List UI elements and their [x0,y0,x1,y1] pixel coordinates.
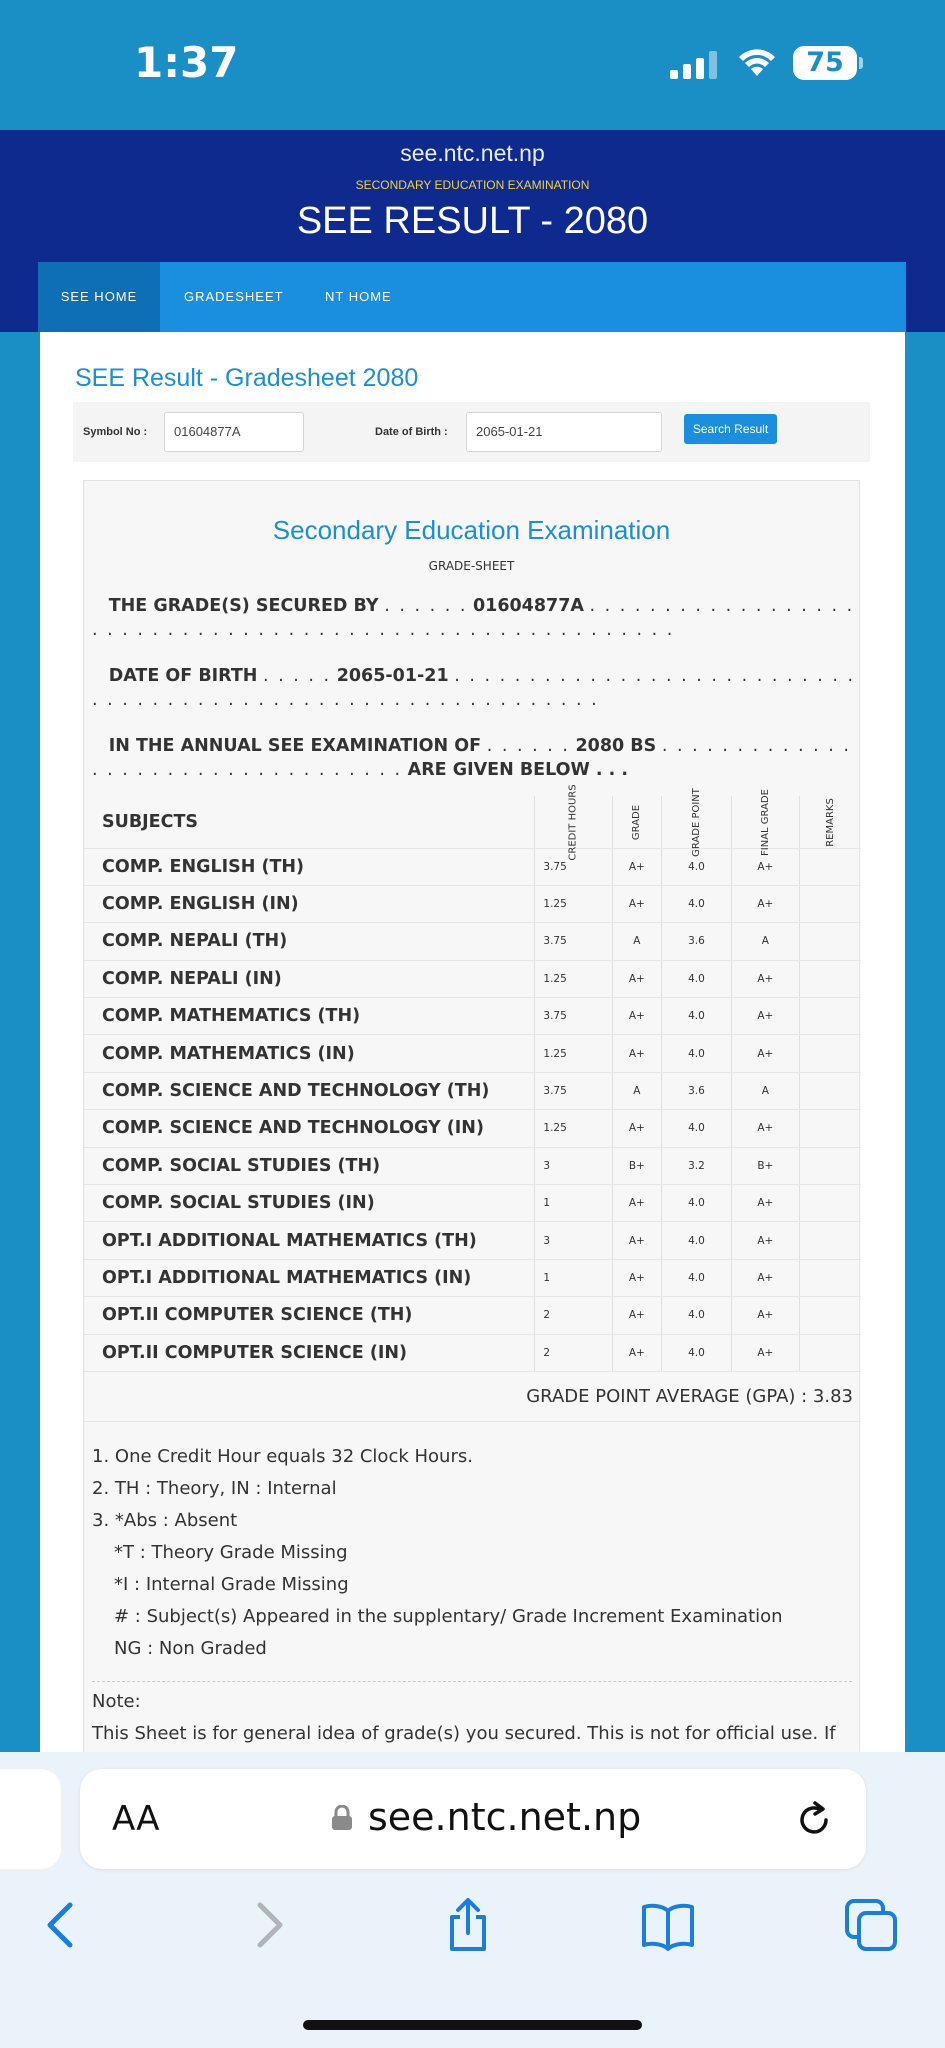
grade-sheet [83,480,860,1752]
credit-hours-cell: 3.75 [535,923,612,960]
credit-hours-cell: 1.25 [535,1035,612,1072]
header-remarks: REMARKS [824,797,836,847]
credit-hours-cell: 1.25 [535,960,612,997]
table-row [84,885,861,922]
grade-point-cell: 4.0 [662,1185,732,1222]
remarks-cell [799,960,861,997]
dob-input[interactable]: 2065-01-21 [466,412,662,452]
aa-label: AA [112,1799,160,1839]
content-card [40,332,905,1752]
final-grade-cell: A+ [731,1334,799,1371]
credit-hours-cell: 3.75 [535,998,612,1035]
table-row [84,1035,861,1072]
secured-by-prefix: THE GRADE(S) SECURED BY [108,596,379,616]
final-grade-cell: A+ [731,1110,799,1147]
credit-hours-cell: 2 [535,1334,612,1371]
table-row [84,1297,861,1334]
grade-point-cell: 4.0 [662,1259,732,1296]
grade-point-cell: 3.6 [662,923,732,960]
table-row [84,1259,861,1296]
signal-icon [670,48,720,82]
subject-cell: COMP. MATHEMATICS (IN) [84,1035,535,1072]
grade-cell: B+ [612,1147,662,1184]
sheet-subtitle: GRADE-SHEET [428,559,515,573]
table-row [84,1334,861,1371]
final-grade-cell: B+ [731,1147,799,1184]
grade-point-cell: 3.2 [662,1147,732,1184]
legend-notes [92,1441,857,1665]
search-result-button[interactable]: Search Result [684,414,777,444]
credit-hours-cell: 3 [535,1222,612,1259]
address-bar[interactable] [80,1769,866,1869]
header-grade: GRADE [631,804,643,840]
symbol-input[interactable]: 01604877A [164,412,304,452]
final-grade-cell: A+ [731,1297,799,1334]
back-icon[interactable] [34,1897,90,1953]
grade-cell: A+ [612,1035,662,1072]
browser-bottom-bar [0,1752,945,2048]
search-form [73,402,870,462]
credit-hours-cell: 3.75 [535,1072,612,1109]
credit-hours-cell: 3.75 [535,848,612,885]
credit-hours-cell: 3 [535,1147,612,1184]
grade-cell: A+ [612,1297,662,1334]
remarks-cell [799,1334,861,1371]
dashed-divider [92,1681,852,1682]
subject-cell: COMP. SOCIAL STUDIES (TH) [84,1147,535,1184]
subject-cell: OPT.II COMPUTER SCIENCE (IN) [84,1334,535,1371]
grade-point-cell: 4.0 [662,998,732,1035]
site-title: SEE RESULT - 2080 [296,200,649,242]
table-row [84,1222,861,1259]
grade-cell: A+ [612,960,662,997]
subject-cell: COMP. SCIENCE AND TECHNOLOGY (IN) [84,1110,535,1147]
grade-cell: A+ [612,1334,662,1371]
reload-icon[interactable] [793,1799,835,1841]
subject-cell: OPT.II COMPUTER SCIENCE (TH) [84,1297,535,1334]
final-grade-cell: A+ [731,848,799,885]
grade-cell: A+ [612,1222,662,1259]
dob-line: DATE OF BIRTH . . . . . 2065-01-21 . . . . . . . . . . . . . . . . . . . . . . . . . . . . . . . . . . . . . . . . . . . . . . . . . . . . . . . . . . . . . [92,666,856,710]
remarks-cell [799,923,861,960]
remarks-cell [799,848,861,885]
battery-tip [859,57,863,69]
gpa-label: GRADE POINT AVERAGE (GPA) : [526,1386,808,1407]
table-row [84,923,861,960]
dob-prefix: DATE OF BIRTH [108,666,258,686]
header-subjects: SUBJECTS [84,796,535,848]
note-item: 3. *Abs : Absent [92,1510,238,1531]
remarks-cell [799,1185,861,1222]
note-text: This Sheet is for general idea of grade(s) you secured. This is not for official use. If [92,1723,836,1744]
grade-point-cell: 4.0 [662,1334,732,1371]
note-item: NG : Non Graded [114,1638,267,1659]
gpa-value: 3.83 [812,1386,853,1407]
table-row [84,1110,861,1147]
table-row [84,1185,861,1222]
note-item: # : Subject(s) Appeared in the supplentary/ Grade Increment Examination [114,1606,783,1627]
grade-cell: A+ [612,1259,662,1296]
grade-point-cell: 4.0 [662,1110,732,1147]
status-time: 1:37 [134,38,239,87]
given-below: ARE GIVEN BELOW . . . [407,760,629,780]
main-nav [38,262,906,332]
remarks-cell [799,1147,861,1184]
site-domain: see.ntc.net.np [400,140,545,166]
note-item: *I : Internal Grade Missing [114,1574,349,1595]
table-row [84,848,861,885]
final-grade-cell: A+ [731,998,799,1035]
subject-cell: OPT.I ADDITIONAL MATHEMATICS (IN) [84,1259,535,1296]
final-grade-cell: A+ [731,1222,799,1259]
table-row [84,1072,861,1109]
grade-cell: A+ [612,1185,662,1222]
reader-settings-button[interactable] [112,1799,159,1839]
grade-point-cell: 3.6 [662,1072,732,1109]
grade-cell: A+ [612,848,662,885]
final-grade-cell: A [731,923,799,960]
grade-cell: A+ [612,885,662,922]
subject-cell: COMP. NEPALI (TH) [84,923,535,960]
table-header-row [84,796,861,848]
secured-by-line: THE GRADE(S) SECURED BY . . . . . . 01604877A . . . . . . . . . . . . . . . . . . . . . . . . . . . . . . . . . . . . . . . . . . . . . . . . . . . . . . . . . [92,596,855,640]
subject-cell: COMP. ENGLISH (TH) [84,848,535,885]
symbol-label: Symbol No : [83,426,148,438]
gpa-row [526,1386,853,1407]
remarks-cell [799,1222,861,1259]
remarks-cell [799,885,861,922]
table-row [84,998,861,1035]
remarks-cell [799,1035,861,1072]
credit-hours-cell: 1 [535,1185,612,1222]
note-title: Note: [92,1691,141,1712]
final-grade-cell: A+ [731,1259,799,1296]
final-grade-cell: A+ [731,1035,799,1072]
remarks-cell [799,1072,861,1109]
grades-table [84,784,861,1372]
battery-indicator: 75 [793,46,857,80]
forward-icon[interactable] [240,1897,296,1953]
credit-hours-cell: 1.25 [535,885,612,922]
header-final-grade: FINAL GRADE [759,788,771,856]
remarks-cell [799,1259,861,1296]
grade-point-cell: 4.0 [662,1035,732,1072]
url-text[interactable]: see.ntc.net.np [368,1795,642,1839]
table-row [84,1147,861,1184]
credit-hours-cell: 2 [535,1297,612,1334]
table-row [84,960,861,997]
final-grade-cell: A [731,1072,799,1109]
exam-year: 2080 BS [575,736,657,756]
exam-prefix: IN THE ANNUAL SEE EXAMINATION OF [108,736,482,756]
subject-cell: OPT.I ADDITIONAL MATHEMATICS (TH) [84,1222,535,1259]
final-grade-cell: A+ [731,960,799,997]
subject-cell: COMP. SOCIAL STUDIES (IN) [84,1185,535,1222]
grade-point-cell: 4.0 [662,1297,732,1334]
home-indicator [303,2020,642,2030]
grade-cell: A [612,923,662,960]
status-bar [0,0,945,130]
subject-cell: COMP. NEPALI (IN) [84,960,535,997]
grade-point-cell: 4.0 [662,960,732,997]
note-item: 1. One Credit Hour equals 32 Clock Hours. [92,1446,473,1467]
subject-cell: COMP. MATHEMATICS (TH) [84,998,535,1035]
share-icon[interactable] [440,1897,496,1953]
nav-gradesheet[interactable]: GRADESHEET [184,289,284,304]
final-grade-cell: A+ [731,885,799,922]
secured-by-symbol: 01604877A [472,596,584,616]
page-title: SEE Result - Gradesheet 2080 [75,364,419,392]
grade-cell: A+ [612,1110,662,1147]
subject-cell: COMP. ENGLISH (IN) [84,885,535,922]
nav-see-home[interactable]: SEE HOME [38,262,160,332]
tabs-icon[interactable] [843,1897,899,1953]
header-credit-hours: CREDIT HOURS [567,784,579,861]
divider [84,1421,861,1422]
sheet-title: Secondary Education Examination [272,515,671,545]
note-item: 2. TH : Theory, IN : Internal [92,1478,337,1499]
nav-nt-home[interactable]: NT HOME [325,289,392,304]
remarks-cell [799,1297,861,1334]
remarks-cell [799,1110,861,1147]
grade-cell: A [612,1072,662,1109]
grade-point-cell: 4.0 [662,885,732,922]
grade-point-cell: 4.0 [662,1222,732,1259]
lock-icon [331,1805,353,1831]
previous-tab-preview[interactable] [0,1769,61,1869]
final-grade-cell: A+ [731,1185,799,1222]
bookmarks-icon[interactable] [640,1897,696,1953]
credit-hours-cell: 1.25 [535,1110,612,1147]
note-item: *T : Theory Grade Missing [114,1542,348,1563]
subject-cell: COMP. SCIENCE AND TECHNOLOGY (TH) [84,1072,535,1109]
grade-cell: A+ [612,998,662,1035]
wifi-icon [736,46,778,80]
grade-point-cell: 4.0 [662,848,732,885]
header-grade-point: GRADE POINT [690,787,702,857]
remarks-cell [799,998,861,1035]
credit-hours-cell: 1 [535,1259,612,1296]
site-subtitle: SECONDARY EDUCATION EXAMINATION [355,178,590,192]
exam-line: IN THE ANNUAL SEE EXAMINATION OF . . . . . . 2080 BS . . . . . . . . . . . . . . . . . . . . . . . . . . . . . . . . . . ARE GIVEN BELOW . . . [92,736,851,780]
dob-value: 2065-01-21 [336,666,449,686]
dob-label: Date of Birth : [375,426,448,438]
